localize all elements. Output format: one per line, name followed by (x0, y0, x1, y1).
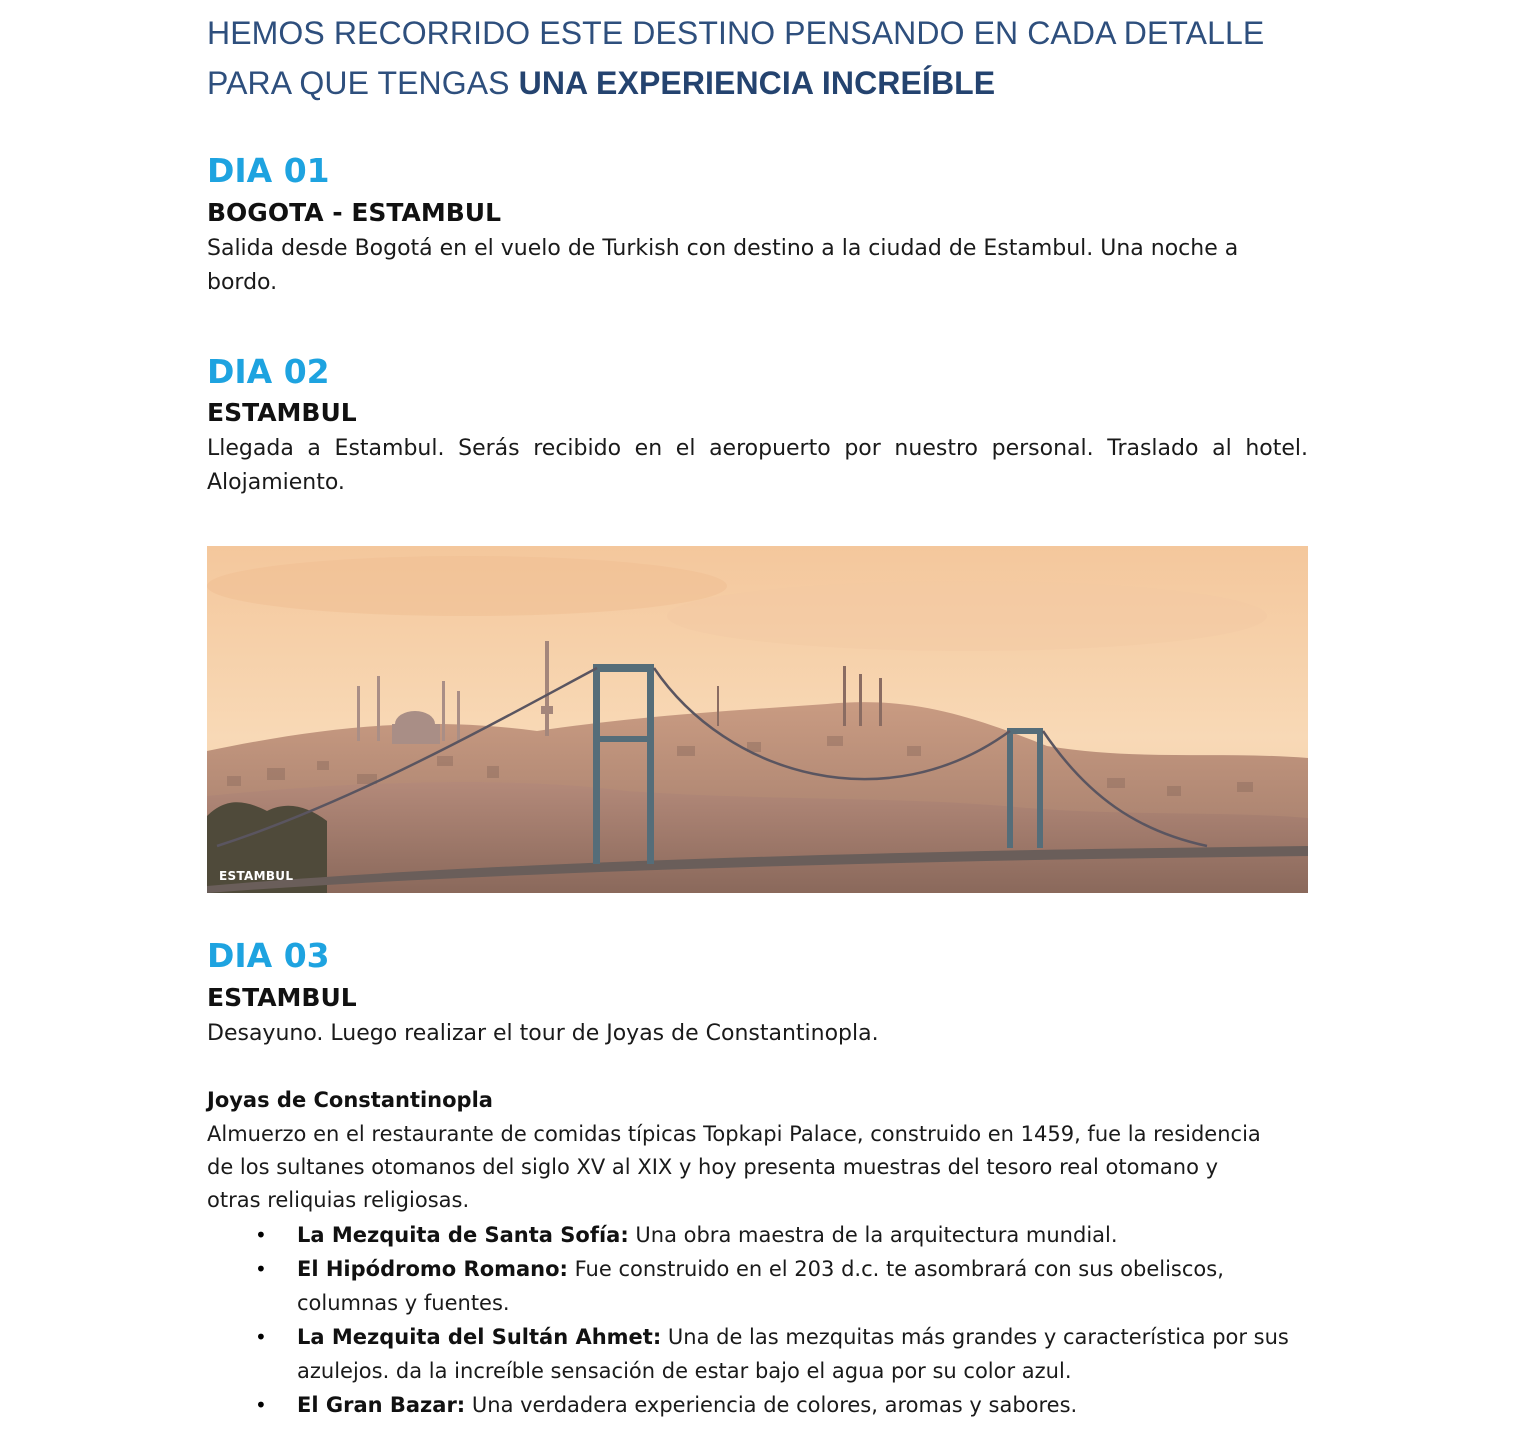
day-1-description: Salida desde Bogotá en el vuelo de Turkish con destino a la ciudad de Estambul. Una noche a bordo. (207, 236, 1239, 295)
day-3-description: Desayuno. Luego realizar el tour de Joyas de Constantinopla. (207, 1021, 879, 1046)
list-item (207, 1388, 1308, 1422)
bridge-illustration (207, 546, 1308, 893)
attraction-name: El Hipódromo Romano: (297, 1257, 568, 1281)
day-2-route: ESTAMBUL (207, 398, 357, 427)
attraction-name: La Mezquita de Santa Sofía: (297, 1223, 629, 1247)
tour-title: Joyas de Constantinopla (207, 1088, 493, 1112)
photo-caption: ESTAMBUL (219, 869, 294, 883)
day-1-route: BOGOTA - ESTAMBUL (207, 198, 502, 227)
list-item (207, 1320, 1308, 1388)
attraction-name: La Mezquita del Sultán Ahmet: (297, 1325, 662, 1349)
day-3-route: ESTAMBUL (207, 983, 357, 1012)
day-2-title: DIA 02 (207, 352, 330, 391)
attractions-list (207, 1218, 1308, 1422)
bullet-icon: • (255, 1257, 267, 1281)
day-2-description: Llegada a Estambul. Serás recibido en el aeropuerto por nuestro personal. Traslado al hotel. Alojamiento. (207, 436, 1308, 495)
tour-description: Almuerzo en el restaurante de comidas típicas Topkapi Palace, construido en 1459, fue la residencia de los sultanes otomanos del siglo XV al XIX y hoy presenta muestras del tesoro real otomano y otras reliquias religiosas. (207, 1122, 1261, 1212)
bullet-icon: • (255, 1325, 267, 1349)
bullet-icon: • (255, 1393, 267, 1417)
day-1-title: DIA 01 (207, 151, 330, 190)
list-item (207, 1252, 1308, 1320)
attraction-text: Fue construido en el 203 d.c. te asombrará con sus obeliscos, columnas y fuentes. (297, 1257, 1224, 1315)
hero-line-2-normal: PARA QUE TENGAS (207, 65, 510, 101)
attraction-name: El Gran Bazar: (297, 1393, 466, 1417)
bullet-icon: • (255, 1223, 267, 1247)
istanbul-bridge-photo (207, 546, 1308, 893)
hero-line-1: HEMOS RECORRIDO ESTE DESTINO PENSANDO EN CADA DETALLE (207, 15, 1265, 51)
hero-heading (207, 8, 1308, 108)
attraction-text: Una verdadera experiencia de colores, aromas y sabores. (465, 1393, 1078, 1417)
attraction-text: Una de las mezquitas más grandes y característica por sus azulejos. da la increíble sensación de estar bajo el agua por su color azul. (297, 1325, 1289, 1383)
hero-line-2-bold: UNA EXPERIENCIA INCREÍBLE (518, 65, 996, 101)
day-3-title: DIA 03 (207, 936, 330, 975)
list-item (207, 1218, 1308, 1252)
attraction-text: Una obra maestra de la arquitectura mundial. (628, 1223, 1118, 1247)
